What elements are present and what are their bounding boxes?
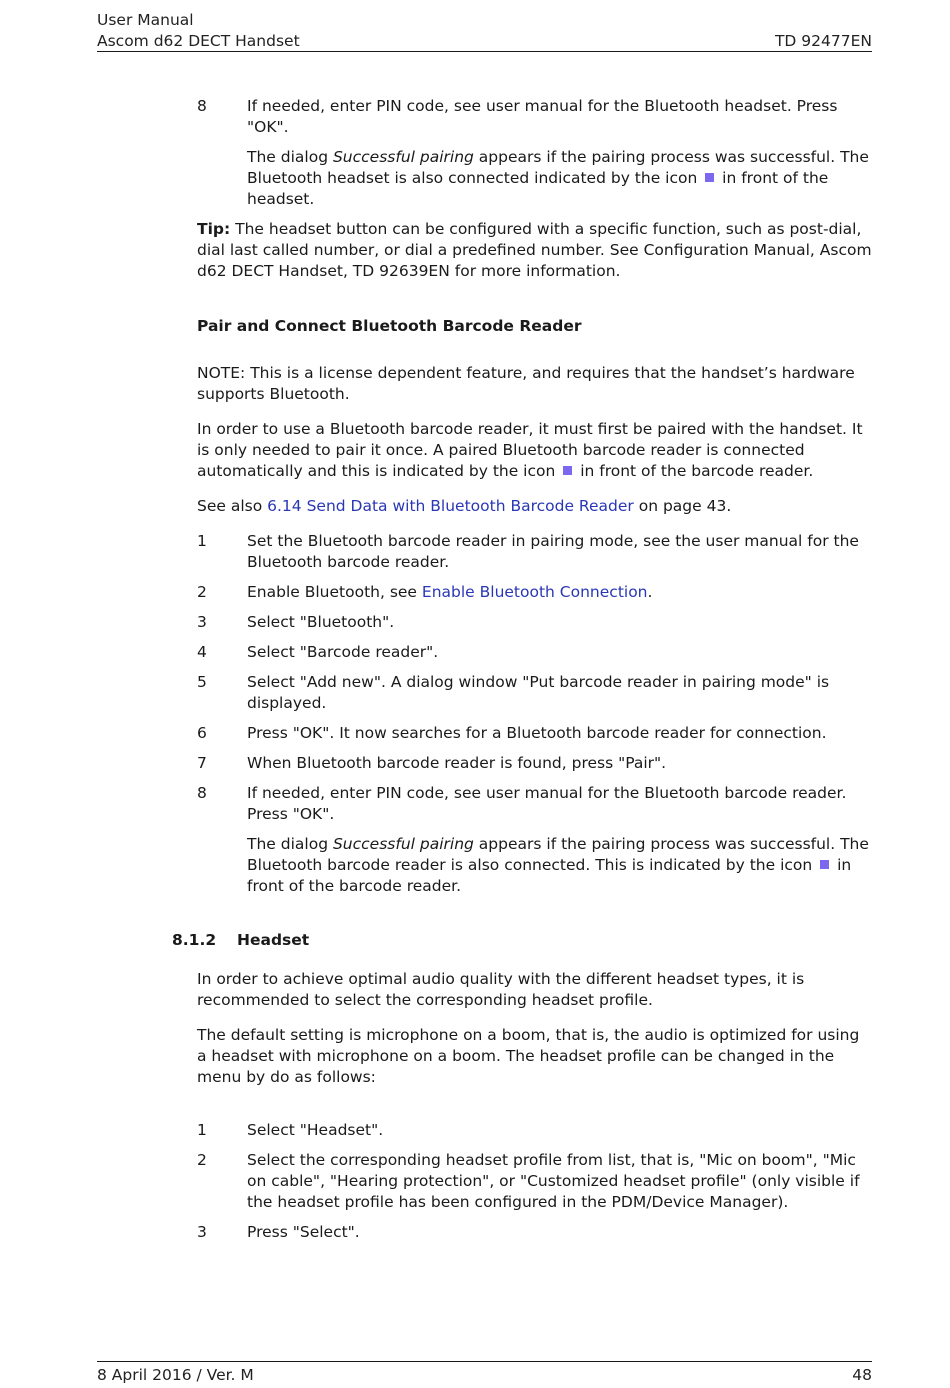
step-text: Press "Select". xyxy=(247,1223,360,1241)
step-text: Select "Bluetooth". xyxy=(247,613,395,631)
page-number: 48 xyxy=(852,1366,872,1384)
step-number: 4 xyxy=(197,643,207,661)
tip-label: Tip: xyxy=(197,220,231,238)
tip-paragraph xyxy=(197,219,873,282)
bluetooth-connected-icon xyxy=(705,173,714,182)
intro-text: In order to use a Bluetooth barcode reader, it must first be paired with the handset. It is only needed to pair it once. A paired Bluetooth barcode reader is connected automatically and this is indicated by the icon xyxy=(197,420,863,480)
step-result xyxy=(197,834,873,897)
see-also-text: on page 43. xyxy=(633,497,732,515)
list-item xyxy=(197,1222,873,1243)
list-item xyxy=(197,783,873,825)
step-number: 2 xyxy=(197,583,207,601)
step-text: Select "Headset". xyxy=(247,1121,384,1139)
step-text: . xyxy=(647,583,653,601)
section-number: 8.1.2 xyxy=(172,931,217,949)
step-text: Select "Add new". A dialog window "Put barcode reader in pairing mode" is displayed. xyxy=(247,673,830,712)
result-text: appears if the pairing process was successful. The Bluetooth barcode reader is also connected. This is indicated by the icon xyxy=(247,835,869,874)
page-body xyxy=(172,96,873,1252)
spacer xyxy=(197,1102,873,1120)
bluetooth-connected-icon xyxy=(820,860,829,869)
step-text: If needed, enter PIN code, see user manual for the Bluetooth barcode reader. Press "OK". xyxy=(247,784,847,823)
list-item xyxy=(197,642,873,663)
step-number: 2 xyxy=(197,1151,207,1169)
step-text: Enable Bluetooth, see xyxy=(247,583,422,601)
headset-paragraph: The default setting is microphone on a boom, that is, the audio is optimized for using a headset with microphone on a boom. The headset profile can be changed in the menu by do as follows: xyxy=(197,1026,860,1086)
list-item xyxy=(197,96,873,138)
list-item xyxy=(197,612,873,633)
step-text: Set the Bluetooth barcode reader in pairing mode, see the user manual for the Bluetooth barcode reader. xyxy=(247,532,859,571)
subsection-heading: Pair and Connect Bluetooth Barcode Reader xyxy=(197,317,582,335)
see-also-text: See also xyxy=(197,497,268,515)
result-text: appears if the pairing process was successful. The Bluetooth headset is also connected indicated by the icon xyxy=(247,148,869,187)
step-text: Select "Barcode reader". xyxy=(247,643,439,661)
step-number: 7 xyxy=(197,754,207,772)
header-doc-type: User Manual xyxy=(97,11,194,29)
section-title: Headset xyxy=(237,931,310,949)
step-number: 1 xyxy=(197,532,207,550)
running-header xyxy=(97,10,300,52)
list-item xyxy=(197,1120,873,1141)
step-text: If needed, enter PIN code, see user manual for the Bluetooth headset. Press "OK". xyxy=(247,97,838,136)
result-text: in front of the headset. xyxy=(247,169,829,208)
header-doc-id: TD 92477EN xyxy=(774,32,872,50)
step-number: 5 xyxy=(197,673,207,691)
step-number: 1 xyxy=(197,1121,207,1139)
list-item xyxy=(197,672,873,714)
step-text: When Bluetooth barcode reader is found, press "Pair". xyxy=(247,754,667,772)
result-text: in front of the barcode reader. xyxy=(247,856,852,895)
result-text: The dialog xyxy=(247,148,333,166)
step-number: 3 xyxy=(197,1223,207,1241)
note-paragraph: NOTE: This is a license dependent feature, and requires that the handset’s hardware supports Bluetooth. xyxy=(197,364,855,403)
cross-reference-link[interactable]: 6.14 Send Data with Bluetooth Barcode Reader xyxy=(267,497,634,515)
list-item xyxy=(197,582,873,603)
footer-date-version: 8 April 2016 / Ver. M xyxy=(97,1366,254,1384)
section-heading xyxy=(172,930,873,951)
list-item xyxy=(197,723,873,744)
list-item xyxy=(197,1150,873,1213)
bluetooth-connected-icon xyxy=(563,466,572,475)
tip-text: The headset button can be configured with a specific function, such as post-dial, dial last called number, or dial a predefined number. See Configuration Manual, Ascom d62 DECT Handset, TD 92639EN for more information. xyxy=(197,220,872,280)
step-text: Press "OK". It now searches for a Bluetooth barcode reader for connection. xyxy=(247,724,827,742)
step-number: 8 xyxy=(197,784,207,802)
step-number: 8 xyxy=(197,97,207,115)
headset-paragraph: In order to achieve optimal audio quality with the different headset types, it is recommended to select the corresponding headset profile. xyxy=(197,970,805,1009)
step-number: 6 xyxy=(197,724,207,742)
see-also-paragraph xyxy=(197,496,873,517)
dialog-name: Successful pairing xyxy=(332,148,474,166)
result-text: The dialog xyxy=(247,835,333,853)
enable-bluetooth-link[interactable]: Enable Bluetooth Connection xyxy=(421,583,648,601)
list-item xyxy=(197,753,873,774)
step-number: 3 xyxy=(197,613,207,631)
dialog-name: Successful pairing xyxy=(332,835,474,853)
intro-text: in front of the barcode reader. xyxy=(580,462,814,480)
header-product: Ascom d62 DECT Handset xyxy=(97,32,300,50)
list-item xyxy=(197,531,873,573)
step-result xyxy=(197,147,873,210)
step-text: Select the corresponding headset profile from list, that is, "Mic on boom", "Mic on cable", "Hearing protection", or "Customized headset profile" (only visible if the headset profile has been configured in the PDM/Device Manager). xyxy=(247,1151,860,1211)
header-rule xyxy=(97,51,872,52)
footer-rule xyxy=(97,1361,872,1362)
intro-paragraph xyxy=(197,419,873,482)
